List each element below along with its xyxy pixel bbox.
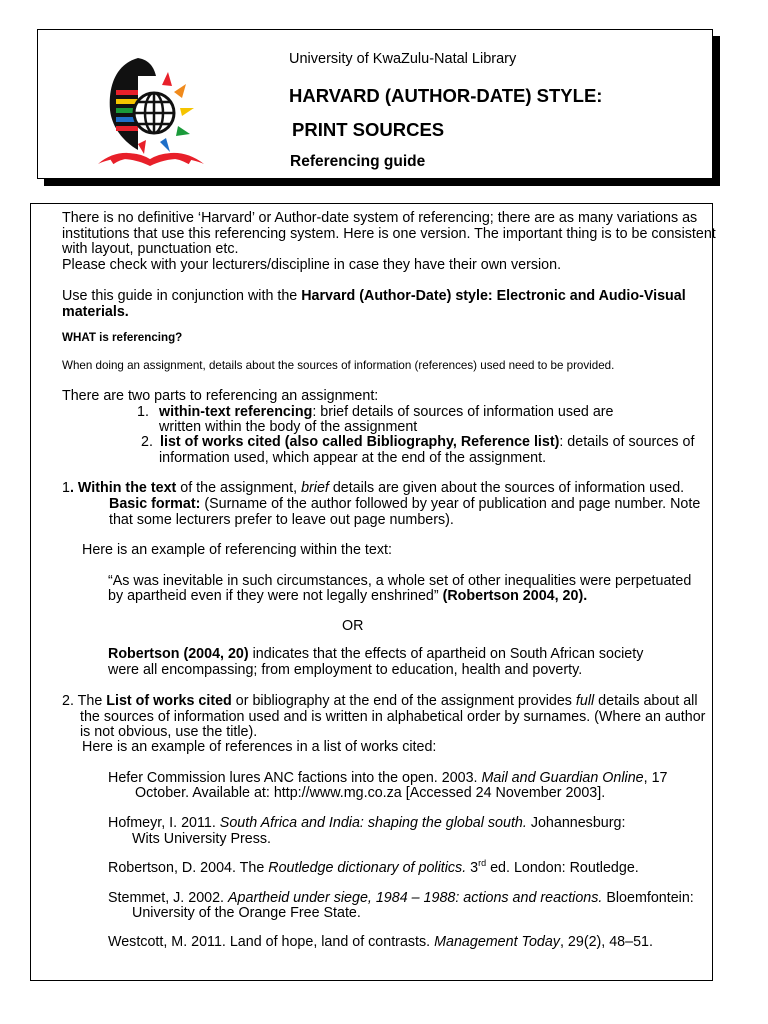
what-text: When doing an assignment, details about the sources of information (references) used need to be provided. xyxy=(62,359,615,372)
document-title-line2: PRINT SOURCES xyxy=(292,119,445,140)
document-subtitle: Referencing guide xyxy=(290,153,426,170)
quote-line: “As was inevitable in such circumstances, a whole set of other inequalities were perpetuated xyxy=(108,573,692,589)
part1-line: within-text referencing: brief details of sources of information used are xyxy=(159,404,614,420)
basic-format-line2: that some lecturers prefer to leave out page numbers). xyxy=(109,512,454,528)
alt-citation-line: Robertson (2004, 20) indicates that the effects of apartheid on South African society xyxy=(108,646,644,662)
reference-entry: Westcott, M. 2011. Land of hope, land of contrasts. Management Today, 29(2), 48–51. xyxy=(108,934,653,950)
section2-line: Here is an example of references in a list of works cited: xyxy=(82,739,437,755)
reference-entry-line2: Wits University Press. xyxy=(132,831,272,847)
header-box xyxy=(37,29,713,179)
use-guide-line: materials. xyxy=(62,304,129,320)
parts-intro: There are two parts to referencing an assignment: xyxy=(62,388,379,404)
part1-line2: written within the body of the assignment xyxy=(159,419,418,435)
intro-line: with layout, punctuation etc. xyxy=(62,241,239,257)
part2-line: list of works cited (also called Bibliography, Reference list): details of sources of xyxy=(160,434,695,450)
reference-entry: Hofmeyr, I. 2011. South Africa and India: shaping the global south. Johannesburg: xyxy=(108,815,626,831)
use-guide-line: Use this guide in conjunction with the Harvard (Author-Date) style: Electronic and Audio-Visual xyxy=(62,288,686,304)
part1-number: 1. xyxy=(137,404,149,420)
section2-heading: 2. The List of works cited or bibliography at the end of the assignment provides full details about all xyxy=(62,693,698,709)
intro-line: institutions that use this referencing system. Here is one version. The important thing is to be consistent xyxy=(62,226,716,242)
part2-number: 2. xyxy=(141,434,153,450)
section1-heading: 1. Within the text of the assignment, brief details are given about the sources of information used. xyxy=(62,480,685,496)
reference-entry: Hefer Commission lures ANC factions into the open. 2003. Mail and Guardian Online, 17 xyxy=(108,770,668,786)
intro-line: Please check with your lecturers/discipline in case they have their own version. xyxy=(62,257,562,273)
alt-citation-line2: were all encompassing; from employment to education, health and poverty. xyxy=(108,662,583,678)
part2-line2: information used, which appear at the end of the assignment. xyxy=(159,450,547,466)
library-name: University of KwaZulu-Natal Library xyxy=(289,51,517,67)
quote-line2: by apartheid even if they were not legally enshrined” (Robertson 2004, 20). xyxy=(108,588,588,604)
reference-entry-line2: University of the Orange Free State. xyxy=(132,905,361,921)
section2-line: is not obvious, use the title). xyxy=(80,724,258,740)
what-heading: WHAT is referencing? xyxy=(62,331,183,344)
intro-line: There is no definitive ‘Harvard’ or Author-date system of referencing; there are as many variations as xyxy=(62,210,698,226)
reference-entry: Robertson, D. 2004. The Routledge dictionary of politics. 3rd ed. London: Routledge. xyxy=(108,858,639,876)
reference-entry-line2: October. Available at: http://www.mg.co.za [Accessed 24 November 2003]. xyxy=(135,785,606,801)
basic-format-line: Basic format: (Surname of the author followed by year of publication and page number. Note xyxy=(109,496,701,512)
example-intro: Here is an example of referencing within the text: xyxy=(82,542,392,558)
document-title-line1: HARVARD (AUTHOR-DATE) STYLE: xyxy=(289,85,603,106)
section2-line: the sources of information used and is written in alphabetical order by surnames. (Where an author xyxy=(80,709,706,725)
content-box xyxy=(30,203,716,981)
or-separator: OR xyxy=(342,618,364,634)
ukzn-logo xyxy=(94,50,212,170)
reference-entry: Stemmet, J. 2002. Apartheid under siege, 1984 – 1988: actions and reactions. Bloemfontein: xyxy=(108,890,694,906)
